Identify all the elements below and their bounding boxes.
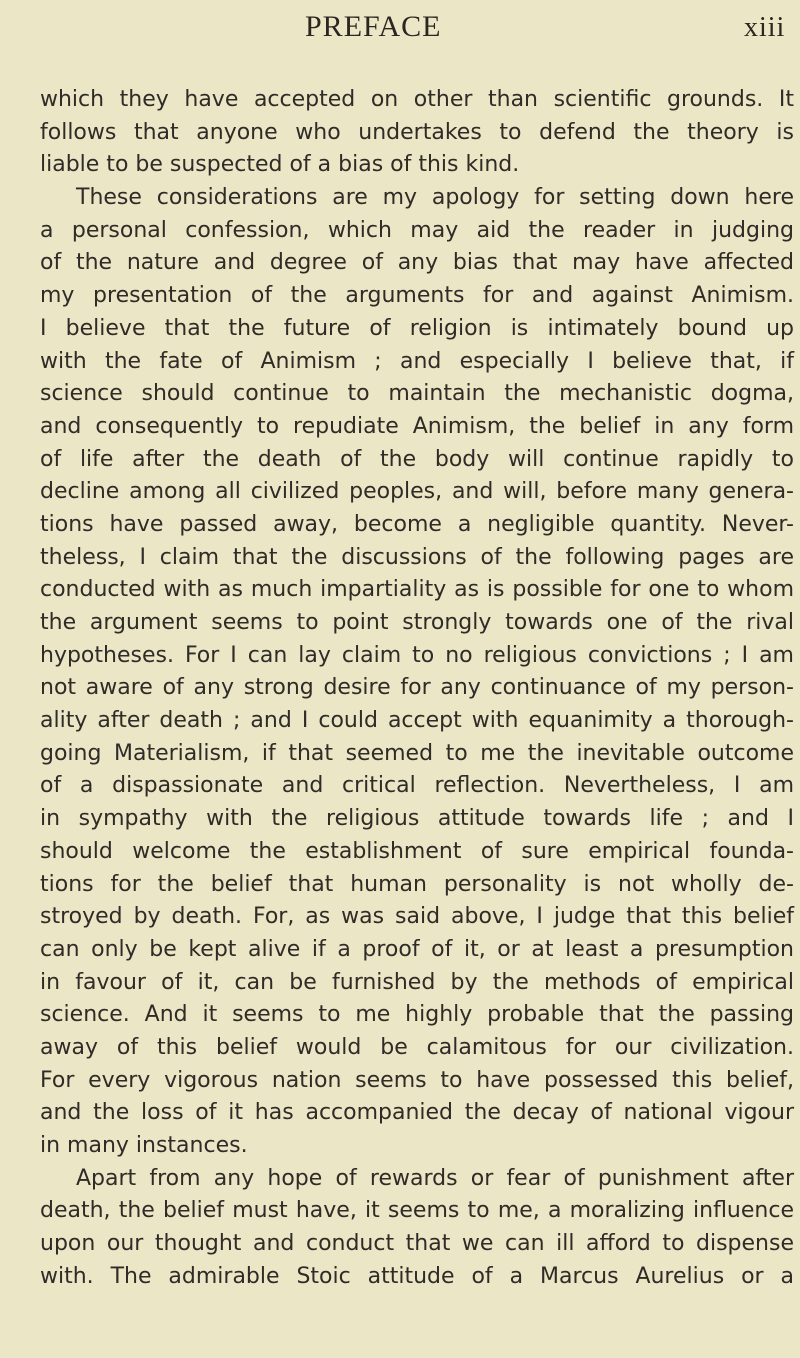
text-line: in favour of it, can be furnished by the methods of empirical <box>40 969 794 995</box>
text-line: These considerations are my apology for setting down here <box>76 185 794 211</box>
text-line: a personal confession, which may aid the reader in judging <box>40 217 794 243</box>
text-line: in many instances. <box>40 1133 248 1158</box>
text-line: not aware of any strong desire for any continuance of my person- <box>40 675 794 701</box>
text-line: my presentation of the arguments for and against Animism. <box>40 283 794 309</box>
page-number: xiii <box>744 12 786 43</box>
text-line: decline among all civilized peoples, and will, before many genera- <box>40 479 794 505</box>
text-line: of the nature and degree of any bias that may have affected <box>40 250 794 276</box>
text-line: ality after death ; and I could accept with equanimity a thorough- <box>40 708 794 734</box>
running-head <box>0 10 800 46</box>
text-line: and the loss of it has accompanied the decay of national vigour <box>40 1100 794 1126</box>
text-line: I believe that the future of religion is intimately bound up <box>40 315 794 341</box>
text-line: liable to be suspected of a bias of this kind. <box>40 152 520 178</box>
text-line: Apart from any hope of rewards or fear of punishment after <box>76 1165 794 1191</box>
text-line: of life after the death of the body will continue rapidly to <box>40 446 794 472</box>
text-line: going Materialism, if that seemed to me the inevitable outcome <box>40 740 794 766</box>
text-line: follows that anyone who undertakes to defend the theory is <box>40 119 794 145</box>
text-line: with. The admirable Stoic attitude of a Marcus Aurelius or a <box>40 1263 794 1289</box>
text-line: away of this belief would be calamitous for our civilization. <box>40 1034 794 1060</box>
text-line: science should continue to maintain the mechanistic dogma, <box>40 381 794 407</box>
text-line: tions for the belief that human personality is not wholly de- <box>40 871 794 897</box>
text-line: with the fate of Animism ; and especially I believe that, if <box>40 348 794 374</box>
text-line: upon our thought and conduct that we can ill afford to dispense <box>40 1231 794 1257</box>
text-line: tions have passed away, become a negligible quantity. Never- <box>40 511 794 537</box>
text-line: death, the belief must have, it seems to me, a moralizing influence <box>40 1198 794 1224</box>
text-line: and consequently to repudiate Animism, the belief in any form <box>40 413 794 439</box>
text-line: stroyed by death. For, as was said above, I judge that this belief <box>40 904 794 930</box>
text-line: the argument seems to point strongly towards one of the rival <box>40 610 794 635</box>
text-line: in sympathy with the religious attitude towards life ; and I <box>40 806 794 832</box>
text-line: conducted with as much impartiality as is possible for one to whom <box>40 577 794 603</box>
text-line: can only be kept alive if a proof of it, or at least a presumption <box>40 936 794 962</box>
text-line: hypotheses. For I can lay claim to no religious convictions ; I am <box>40 642 794 668</box>
text-line: which they have accepted on other than scientific grounds. It <box>40 87 794 112</box>
text-line: science. And it seems to me highly probable that the passing <box>40 1002 794 1028</box>
body-text <box>40 84 794 1293</box>
running-title: PREFACE <box>305 10 442 43</box>
text-line: theless, I claim that the discussions of the following pages are <box>40 544 794 570</box>
text-line: of a dispassionate and critical reflection. Nevertheless, I am <box>40 773 794 799</box>
text-line: For every vigorous nation seems to have possessed this belief, <box>40 1067 794 1093</box>
text-line: should welcome the establishment of sure empirical founda- <box>40 838 794 864</box>
